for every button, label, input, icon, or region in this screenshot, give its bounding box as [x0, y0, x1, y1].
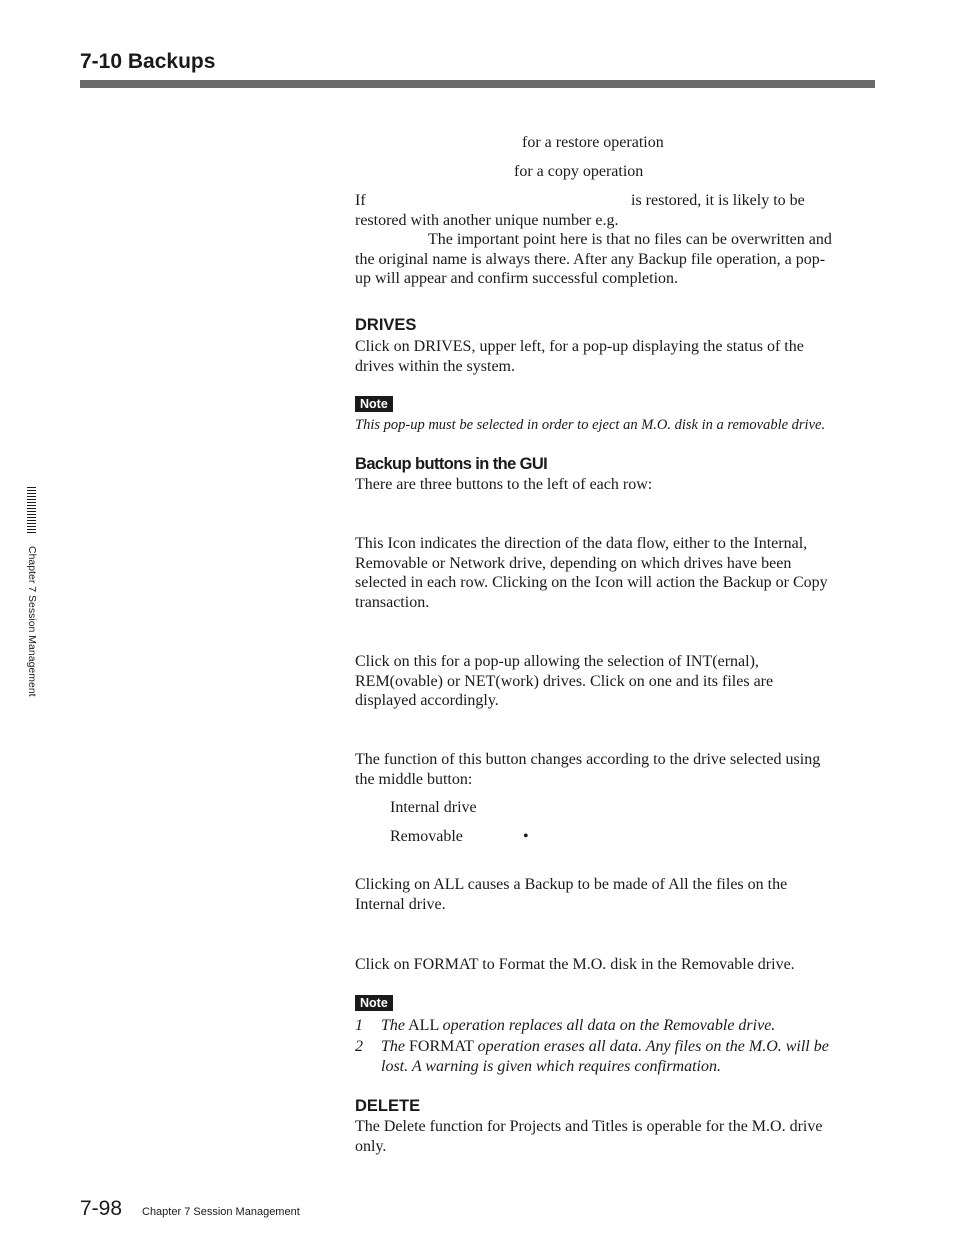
icon-desc-line-4: transaction. — [355, 594, 430, 611]
if-word: If — [355, 192, 366, 209]
backup-buttons-heading: Backup buttons in the GUI — [355, 455, 548, 473]
all-desc-line-2: Internal drive. — [355, 896, 446, 913]
note-item-2 — [381, 1037, 829, 1057]
icon-desc-line-3: selected in each row. Clicking on the Icon will action the Backup or Copy — [355, 574, 828, 591]
middle-desc-line-2: REM(ovable) or NET(work) drives. Click on one and its files are — [355, 673, 774, 690]
drives-note-text: This pop-up must be selected in order to eject an M.O. disk in a removable drive. — [355, 417, 826, 433]
delete-heading: DELETE — [355, 1097, 421, 1115]
note-item-1 — [381, 1016, 775, 1036]
middle-desc-line-1: Click on this for a pop-up allowing the selection of INT(ernal), — [355, 653, 759, 670]
intro-line-5: up will appear and confirm successful completion. — [355, 270, 679, 287]
note-item-1-number: 1 — [355, 1017, 363, 1034]
delete-line-2: only. — [355, 1138, 387, 1155]
format-desc: Click on FORMAT to Format the M.O. disk in the Removable drive. — [355, 956, 795, 973]
note-item-1-text: operation replaces all data on the Removable drive. — [442, 1017, 776, 1034]
intro-line-3: The important point here is that no files can be overwritten and — [428, 231, 832, 248]
icon-desc-line-2: Removable or Network drive, depending on which drives have been — [355, 555, 792, 572]
chapter-tab-marker — [27, 487, 36, 534]
icon-desc-line-1: This Icon indicates the direction of the data flow, either to the Internal, — [355, 535, 808, 552]
note-item-2-text: operation erases all data. Any files on the M.O. will be — [477, 1038, 829, 1055]
chapter-tab-label: Chapter 7 Session Management — [26, 546, 38, 697]
note-item-2-the: The — [381, 1038, 405, 1055]
copy-operation-line: for a copy operation — [514, 163, 644, 180]
bullet: • — [523, 828, 529, 845]
restore-operation-line: for a restore operation — [522, 134, 664, 151]
note-badge-2: Note — [355, 995, 393, 1011]
restored-text: is restored, it is likely to be — [631, 192, 805, 209]
note-item-1-keyword: ALL — [408, 1017, 439, 1034]
note-item-2-line-2: lost. A warning is given which requires confirmation. — [381, 1058, 721, 1075]
all-desc-line-1: Clicking on ALL causes a Backup to be made of All the files on the — [355, 876, 788, 893]
intro-line-4: the original name is always there. After any Backup file operation, a pop- — [355, 251, 826, 268]
page-number: 7-98 — [80, 1197, 123, 1220]
note-item-1-the: The — [381, 1017, 405, 1034]
internal-drive-label: Internal drive — [390, 799, 477, 816]
right-desc-line-2: the middle button: — [355, 771, 473, 788]
note-item-2-keyword: FORMAT — [409, 1038, 474, 1055]
drives-heading: DRIVES — [355, 316, 417, 334]
right-desc-line-1: The function of this button changes according to the drive selected using — [355, 751, 821, 768]
note-item-2-number: 2 — [355, 1038, 363, 1055]
footer-chapter-label: Chapter 7 Session Management — [142, 1206, 300, 1218]
header-rule — [80, 80, 875, 88]
section-title: 7-10 Backups — [80, 50, 216, 73]
backup-buttons-intro: There are three buttons to the left of each row: — [355, 476, 653, 493]
note-badge: Note — [355, 396, 393, 412]
drives-line-2: drives within the system. — [355, 358, 515, 375]
removable-label: Removable — [390, 828, 463, 845]
intro-line-2: restored with another unique number e.g. — [355, 212, 619, 229]
middle-desc-line-3: displayed accordingly. — [355, 692, 499, 709]
drives-line-1: Click on DRIVES, upper left, for a pop-up displaying the status of the — [355, 338, 804, 355]
delete-line-1: The Delete function for Projects and Titles is operable for the M.O. drive — [355, 1118, 823, 1135]
